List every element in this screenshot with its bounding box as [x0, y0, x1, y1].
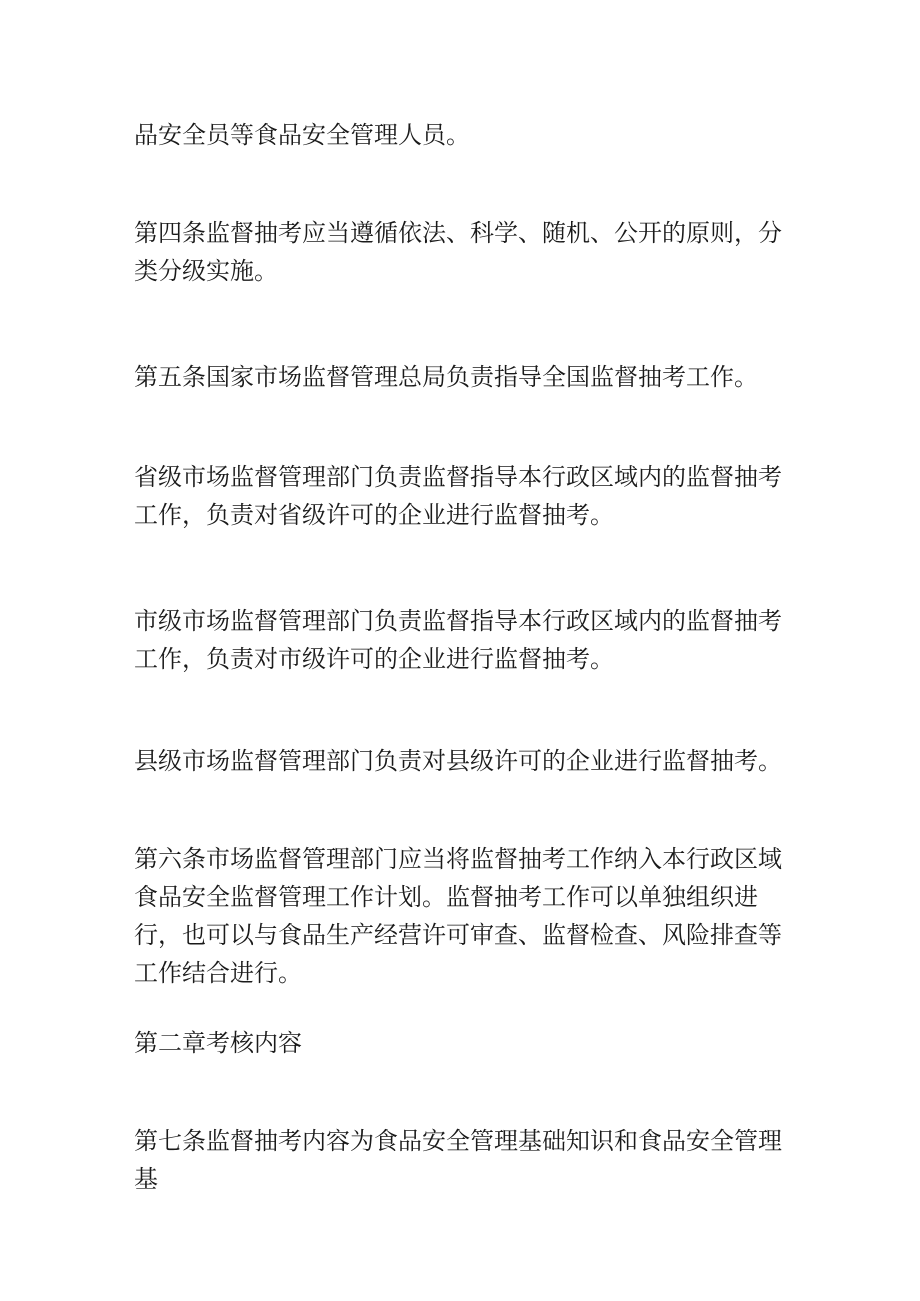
paragraph-municipal-duties: 市级市场监督管理部门负责监督指导本行政区域内的监督抽考工作，负责对市级许可的企业进行监督抽考。 — [134, 607, 782, 673]
paragraph-article-6: 第六条市场监督管理部门应当将监督抽考工作纳入本行政区域食品安全监督管理工作计划。监督抽考工作可以单独组织进行，也可以与食品生产经营许可审查、监督检查、风险排查等工作结合进行。 — [134, 845, 782, 987]
paragraph-staff-continuation: 品安全员等食品安全管理人员。 — [134, 121, 470, 149]
paragraph-article-4: 第四条监督抽考应当遵循依法、科学、随机、公开的原则，分类分级实施。 — [134, 219, 782, 285]
paragraph-provincial-duties: 省级市场监督管理部门负责监督指导本行政区域内的监督抽考工作，负责对省级许可的企业进行监督抽考。 — [134, 463, 782, 529]
paragraph-article-5: 第五条国家市场监督管理总局负责指导全国监督抽考工作。 — [134, 363, 758, 391]
chapter-heading: 第二章考核内容 — [134, 1029, 302, 1057]
paragraph-county-duties: 县级市场监督管理部门负责对县级许可的企业进行监督抽考。 — [134, 747, 782, 775]
paragraph-article-7: 第七条监督抽考内容为食品安全管理基础知识和食品安全管理基 — [134, 1127, 782, 1193]
